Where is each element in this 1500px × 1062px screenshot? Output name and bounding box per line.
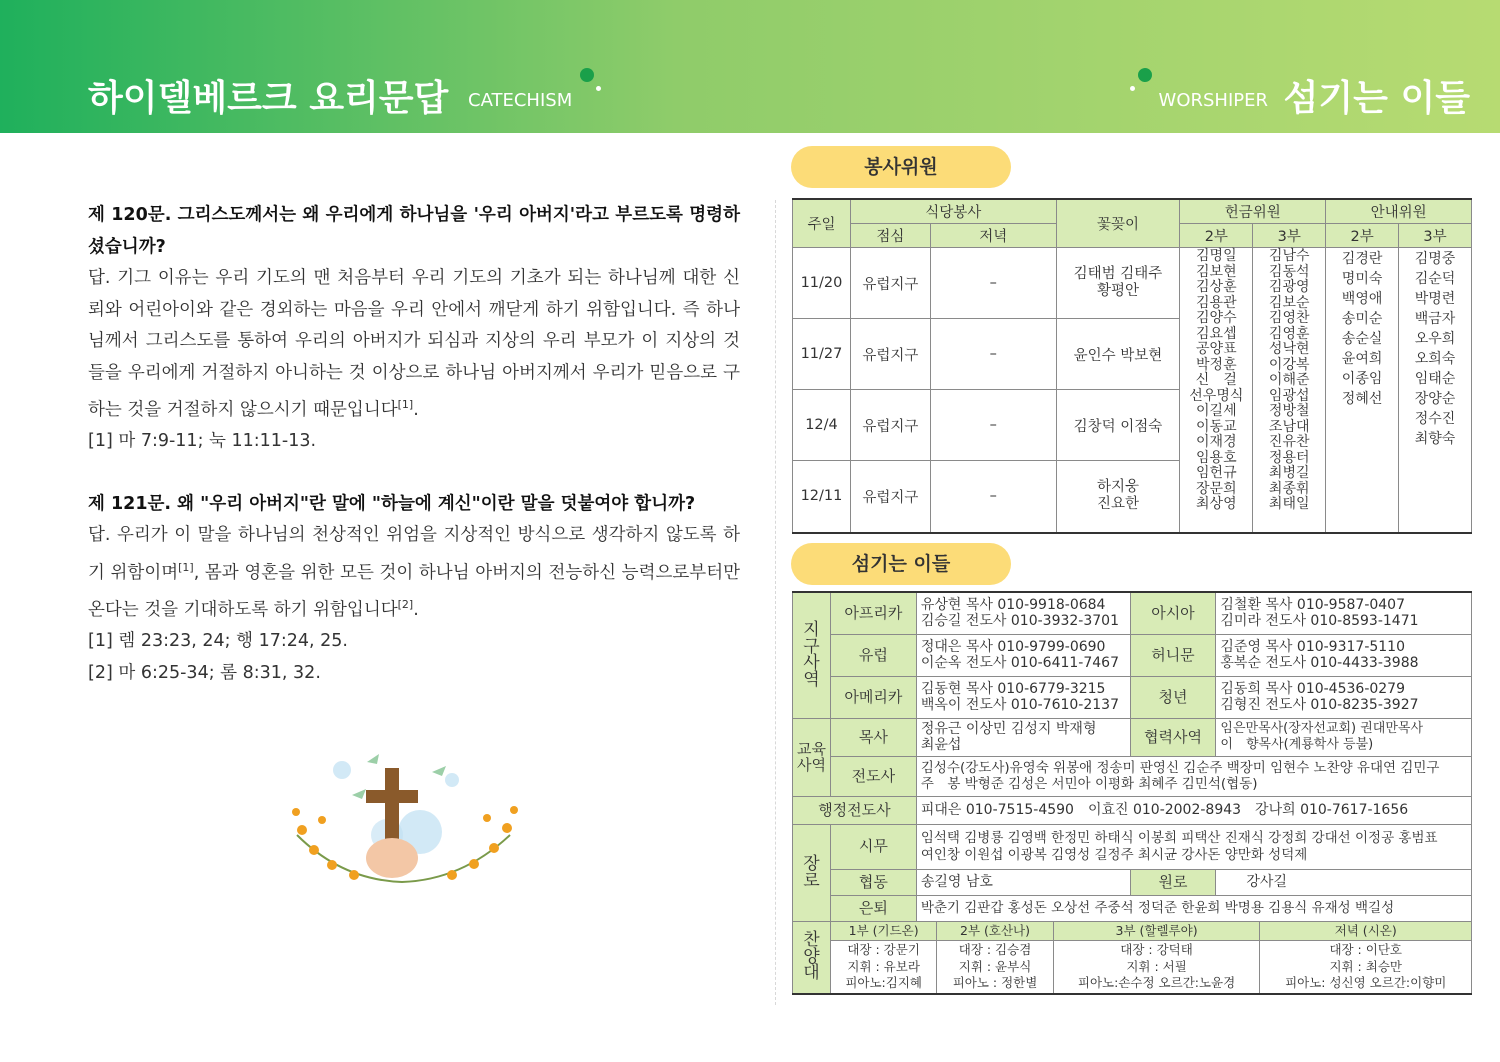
- value-europe: 정대은 목사 010-9799-0690 이순옥 전도사 010-6411-7467: [916, 634, 1130, 676]
- green-dot-icon: [1138, 68, 1152, 82]
- catechism-title: 하이델베르크 요리문답: [88, 78, 449, 119]
- catechism-text: [88, 200, 740, 689]
- flower-cell: 김태범 김태주 황평안: [1056, 248, 1180, 319]
- choir-name: 2부 (호산나): [937, 922, 1053, 941]
- choir-members: 대장 : 강덕태 지휘 : 서필 피아노:손수정 오르간:노윤경: [1053, 941, 1260, 993]
- reference-120: [1] 마 7:9-11; 눅 11:11-13.: [88, 431, 317, 452]
- group-choir: 찬 양 대: [793, 921, 831, 994]
- answer-121-text-a: 답. 우리가 이 말을 하나님의 천상적인 위엄을 지상적인 방식으로 생각하지 않도록 하기 위함이며: [88, 525, 740, 583]
- question-120: 제 120문. 그리스도께서는 왜 우리에게 하나님을 '우리 아버지'라고 부르도록 명령하셨습니까?: [88, 205, 740, 257]
- value-coop: 임은만목사(장자선교회) 권대만목사 이 향목사(계룡학사 등불): [1216, 718, 1472, 756]
- col-offering-3: 3부: [1253, 224, 1326, 248]
- worshiper-title: 섬기는 이들: [1283, 78, 1470, 119]
- usher-3-list: 김명중 김순덕 박명련 백금자 오우희 오희숙 임태순 장양순 정수진 최향숙: [1399, 248, 1472, 533]
- col-flower: 꽃꽂이: [1056, 199, 1180, 248]
- answer-120-text: 답. 기그 이유는 우리 기도의 맨 처음부터 우리 기도의 기초가 되는 하나님께 대한 신뢰와 어린아이와 같은 경외하는 마음을 우리 안에서 깨닫게 하기 위함입니다. 즉 하나님께서 그리스도를 통하여 우리의 아버지가 되심과 지상의 우리 부모가 이 지상의 것들을 우리에게 거절하지 아니하는 것 이상으로 하나님 아버지께서 우리가 믿음으로 구하는 것을 거절하지 않으시기 때문입니다: [88, 268, 740, 420]
- lunch-cell: 유럽지구: [850, 390, 930, 461]
- value-associate: 송길영 남호: [916, 869, 1130, 895]
- col-day: 주일: [793, 199, 851, 248]
- label-retired: 은퇴: [830, 895, 916, 921]
- value-africa: 유상현 목사 010-9918-0684 김승길 전도사 010-3932-3701: [916, 592, 1130, 634]
- group-region: 지 구 사 역: [793, 592, 831, 718]
- answer-121: 답. 우리가 이 말을 하나님의 천상적인 위엄을 지상적인 방식으로 생각하지 않도록 하기 위함이며[1], 몸과 영혼을 위한 모든 것이 하나님 아버지의 전능하신 능력으로부터만 온다는 것을 기대하도록 하기 위함입니다[2].: [88, 525, 740, 620]
- footnote-mark: [1]: [397, 398, 414, 411]
- choir-name: 1부 (기드온): [831, 922, 937, 941]
- reference-121-1: [1] 렘 23:23, 24; 행 17:24, 25.: [88, 631, 348, 652]
- value-himalaya: 김준영 목사 010-9317-5110 홍복순 전도사 010-4433-3988: [1216, 634, 1472, 676]
- label-youth: 청년: [1130, 676, 1216, 718]
- value-youth: 김동희 목사 010-4536-0279 김형진 전도사 010-8235-3927: [1216, 676, 1472, 718]
- label-africa: 아프리카: [830, 592, 916, 634]
- answer-121-text-b: , 몸과 영혼을 위한 모든 것이 하나님 아버지의 전능하신 능력으로부터만 온다는 것을 기대하도록 하기 위함입니다: [88, 562, 740, 620]
- question-121: 제 121문. 왜 "우리 아버지"란 말에 "하늘에 계신"이란 말을 덧붙여야 합니까?: [88, 493, 696, 514]
- footnote-mark: [2]: [397, 598, 414, 612]
- label-coop: 협력사역: [1130, 718, 1216, 756]
- dinner-cell: –: [930, 390, 1056, 461]
- value-active: 임석택 김병룡 김영백 한정민 하태식 이봉희 피택산 진재식 강정희 강대선 이정공 홍범표 여인창 이원섭 이광복 김영성 길정주 최시균 강사돈 양만화 성덕제: [916, 824, 1471, 869]
- lunch-cell: 유럽지구: [850, 461, 930, 533]
- volunteers-heading: 봉사위원: [791, 146, 1011, 188]
- footnote-mark: [1]: [178, 560, 194, 574]
- dinner-cell: –: [930, 461, 1056, 533]
- label-emeritus: 원로: [1130, 869, 1216, 895]
- flower-cell: 김창덕 이점숙: [1056, 390, 1180, 461]
- flower-cell: 윤인수 박보현: [1056, 319, 1180, 390]
- label-europe: 유럽: [830, 634, 916, 676]
- label-admin: 행정전도사: [793, 796, 917, 824]
- label-evangelist: 전도사: [830, 756, 916, 796]
- value-emeritus: 강사길: [1216, 869, 1472, 895]
- col-usher: 안내위원: [1326, 199, 1472, 224]
- label-himalaya: 허니문: [1130, 634, 1216, 676]
- value-pastor: 정유근 이상민 김성지 박재형 최윤섭: [916, 718, 1130, 756]
- label-active: 시무: [830, 824, 916, 869]
- col-offering-2: 2부: [1180, 224, 1253, 248]
- col-dining: 식당봉사: [850, 199, 1056, 224]
- label-asia: 아시아: [1130, 592, 1216, 634]
- label-associate: 협동: [830, 869, 916, 895]
- date-cell: 11/20: [793, 248, 851, 319]
- worshiper-subtitle: WORSHIPER: [1158, 90, 1268, 111]
- choir-members: 대장 : 이단호 지휘 : 최승만 피아노: 성신영 오르간:이향미: [1260, 941, 1471, 993]
- offering-2-list: 김명일 김보현 김상훈 김용관 김양수 김요셉 공양표 박정훈 신 걸 선우명식 이길세 이동교 이재경 임용호 임헌규 장문희 최상영: [1180, 248, 1253, 533]
- lunch-cell: 유럽지구: [850, 248, 930, 319]
- lunch-cell: 유럽지구: [850, 319, 930, 390]
- green-dot-icon: [580, 68, 594, 82]
- value-evangelist: 김성수(강도사)유영숙 위봉애 정송미 판영신 김순주 백장미 임현수 노찬양 유대연 김민구 주 봉 박형준 김성은 서민아 이평화 최혜주 김민석(협동): [916, 756, 1471, 796]
- value-america: 김동현 목사 010-6779-3215 백옥이 전도사 010-7610-2137: [916, 676, 1130, 718]
- choir-table: [831, 922, 1471, 993]
- page-header: [0, 0, 1500, 133]
- offering-3-list: 김남수 김동석 김광영 김보순 김영찬 김영훈 성낙현 이강복 이해준 임광섭 정방철 조남대 진유찬 정용터 최병길 최종휘 최태일: [1253, 248, 1326, 533]
- white-dot-icon: [1130, 86, 1135, 91]
- group-education: 교육 사역: [793, 718, 831, 796]
- label-america: 아메리카: [830, 676, 916, 718]
- choir-members: 대장 : 김승겸 지휘 : 윤부식 피아노 : 정한별: [937, 941, 1053, 993]
- reference-121-2: [2] 마 6:25-34; 롬 8:31, 32.: [88, 662, 321, 683]
- servants-table: [792, 591, 1472, 995]
- choir-name: 저녁 (시온): [1260, 922, 1471, 941]
- column-divider: [775, 200, 776, 1005]
- col-offering: 헌금위원: [1180, 199, 1326, 224]
- value-retired: 박춘기 김판갑 홍성돈 오상선 주중석 정덕준 한윤희 박명용 김용식 유재성 백길성: [916, 895, 1471, 921]
- value-asia: 김철환 목사 010-9587-0407 김미라 전도사 010-8593-1471: [1216, 592, 1472, 634]
- dinner-cell: –: [930, 319, 1056, 390]
- answer-120: 답. 기그 이유는 우리 기도의 맨 처음부터 우리 기도의 기초가 되는 하나님께 대한 신뢰와 어린아이와 같은 경외하는 마음을 우리 안에서 깨닫게 하기 위함입니다. 즉 하나님께서 그리스도를 통하여 우리의 아버지가 되심과 지상의 우리 부모가 이 지상의 것들을 우리에게 거절하지 아니하는 것 이상으로 하나님 아버지께서 우리가 믿음으로 구하는 것을 거절하지 않으시기 때문입니다[1].: [88, 268, 740, 420]
- white-dot-icon: [596, 86, 601, 91]
- col-usher-2: 2부: [1326, 224, 1399, 248]
- servants-heading: 섬기는 이들: [791, 543, 1011, 585]
- value-admin: 피대은 010-7515-4590 이효진 010-2002-8943 강나희 010-7617-1656: [916, 796, 1471, 824]
- date-cell: 12/11: [793, 461, 851, 533]
- group-elders: 장 로: [793, 824, 831, 921]
- choir-name: 3부 (할렐루야): [1053, 922, 1260, 941]
- col-usher-3: 3부: [1399, 224, 1472, 248]
- col-lunch: 점심: [850, 224, 930, 248]
- flower-cell: 하지웅 진요한: [1056, 461, 1180, 533]
- date-cell: 12/4: [793, 390, 851, 461]
- label-pastor: 목사: [830, 718, 916, 756]
- dinner-cell: –: [930, 248, 1056, 319]
- catechism-subtitle: CATECHISM: [468, 90, 573, 111]
- date-cell: 11/27: [793, 319, 851, 390]
- col-dinner: 저녁: [930, 224, 1056, 248]
- usher-2-list: 김경란 명미숙 백영애 송미순 송순실 윤여희 이종임 정혜선: [1326, 248, 1399, 533]
- choir-members: 대장 : 강문기 지휘 : 유보라 피아노:김지혜: [831, 941, 937, 993]
- cross-dove-illustration: [282, 740, 527, 890]
- volunteers-table: [792, 198, 1472, 534]
